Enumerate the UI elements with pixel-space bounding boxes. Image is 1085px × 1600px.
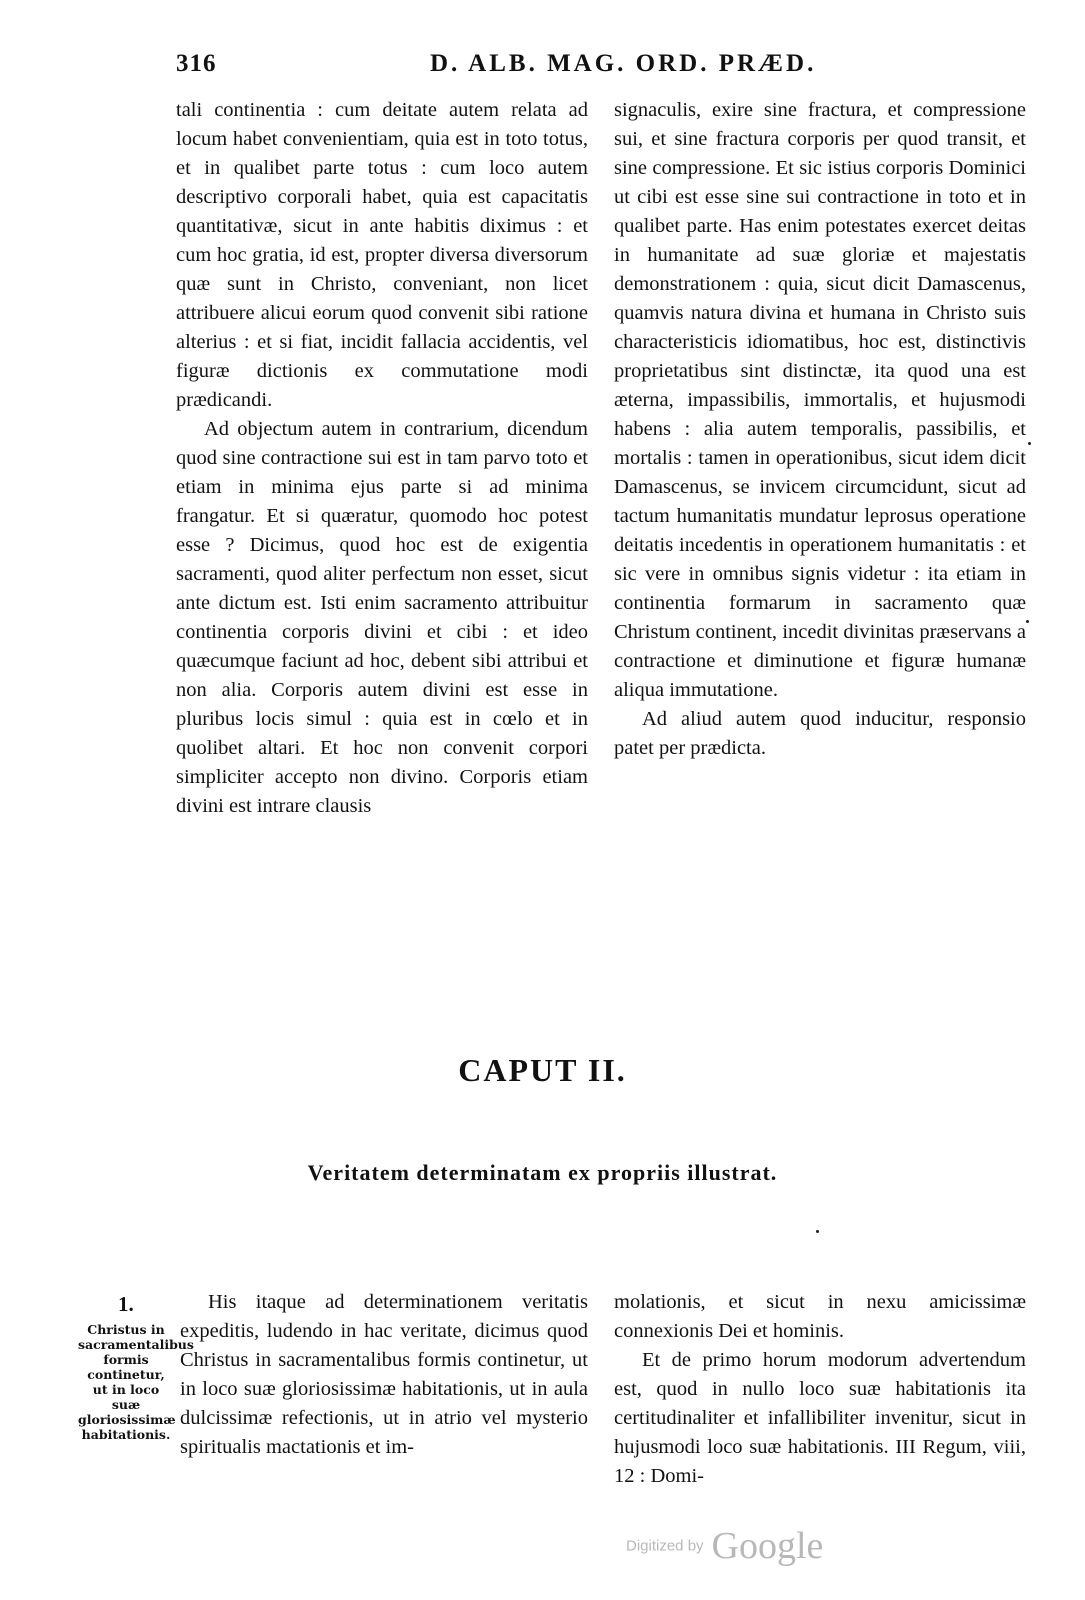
scan-speck <box>1026 620 1029 623</box>
scan-speck <box>1028 442 1031 445</box>
paragraph: Ad aliud autem quod inducitur, responsio patet per prædicta. <box>614 708 1026 759</box>
margin-note: Christus in sacramentalibus formis continetur, ut in loco suæ gloriosissimæ habitationis. <box>78 1322 194 1442</box>
top-right-column <box>614 96 1026 763</box>
page-number: 316 <box>176 50 217 77</box>
bottom-left-column <box>180 1288 588 1462</box>
digitized-watermark <box>626 1524 823 1568</box>
top-left-column <box>176 96 588 821</box>
paragraph: His itaque ad determinationem veritatis expeditis, ludendo in hac veritate, dicimus quod Christus in sacramentalibus formis continetur, ut in loco suæ gloriosissimæ habitationis, ut in aula dulcissimæ refectionis, ut in atrio vel mysterio spiritualis mactationis et im- <box>180 1291 588 1458</box>
running-title: D. ALB. MAG. ORD. PRÆD. <box>430 50 817 77</box>
paragraph: Ad objectum autem in contrarium, dicendum quod sine contractione sui est in tam parvo toto et etiam in minima ejus parte si ad minima frangatur. Et si quæratur, quomodo hoc potest esse ? Dicimus, quod hoc est de exigentia sacramenti, quod aliter perfectum non esset, sicut ante dictum est. Isti enim sacramento attribuitur continentia corporis divini et cibi : et ideo quæcumque faciunt ad hoc, debent sibi attribui et non alia. Corporis autem divini est esse in pluribus locis simul : quia est in cœlo et in quolibet altari. Et hoc non convenit corpori simpliciter accepto non divino. Corporis etiam divini est intrare clausis <box>176 418 588 817</box>
chapter-title: CAPUT II. <box>458 1052 627 1088</box>
scan-speck <box>816 1230 819 1233</box>
bottom-right-column <box>614 1288 1026 1491</box>
paragraph: molationis, et sicut in nexu amicissimæ connexionis Dei et hominis. <box>614 1291 1026 1342</box>
paragraph: Et de primo horum modorum advertendum est, quod in nullo loco suæ habitationis ita certitudinaliter et infallibiliter invenitur, sicut in hujusmodi loco suæ habitationis. III Regum, viii, 12 : Domi- <box>614 1349 1026 1487</box>
section-number: 1. <box>118 1292 134 1316</box>
paragraph: signaculis, exire sine fractura, et compressione sui, et sine fractura corporis per quod transit, et sine compressione. Et sic istius corporis Dominici ut cibi est esse sine sui contractione in toto et in qualibet parte. Has enim potestates exercet deitas in humanitate ad suæ gloriæ et majestatis demonstrationem : quia, sicut dicit Damascenus, quamvis natura divina et humana in Christo suis characteristicis idiomatibus, hoc est, distinctivis proprietatibus sint distinctæ, ita quod una est æterna, impassibilis, immortalis, et hujusmodi habens : alia autem temporalis, passibilis, et mortalis : tamen in operationibus, sicut idem dicit Damascenus, se invicem circumcidunt, sicut ad tactum humanitatis mundatur leprosus operatione deitatis incedentis in operationem humanitatis : et sic vere in omnibus signis videtur : ita etiam in continentia formarum in sacramento quæ Christum continent, incedit divinitas præservans a contractione et diminutione et figuræ humanæ aliqua immutatione. <box>614 99 1026 701</box>
chapter-subtitle: Veritatem determinatam ex propriis illustrat. <box>307 1160 778 1185</box>
google-logo: Google <box>711 1525 824 1567</box>
watermark-prefix: Digitized by <box>626 1537 704 1555</box>
paragraph: tali continentia : cum deitate autem relata ad locum habet convenientiam, quia est in toto totus, et in qualibet parte totus : cum loco autem descriptivo corporali habet, quia est capacitatis quantitativæ, sicut in ante habitis diximus : et cum hoc gratia, id est, propter diversa diversorum quæ sunt in Christo, conveniant, non licet attribuere alicui eorum quod convenit sibi ratione alterius : et si fiat, incidit fallacia accidentis, vel figuræ dictionis ex commutatione modi prædicandi. <box>176 99 588 411</box>
